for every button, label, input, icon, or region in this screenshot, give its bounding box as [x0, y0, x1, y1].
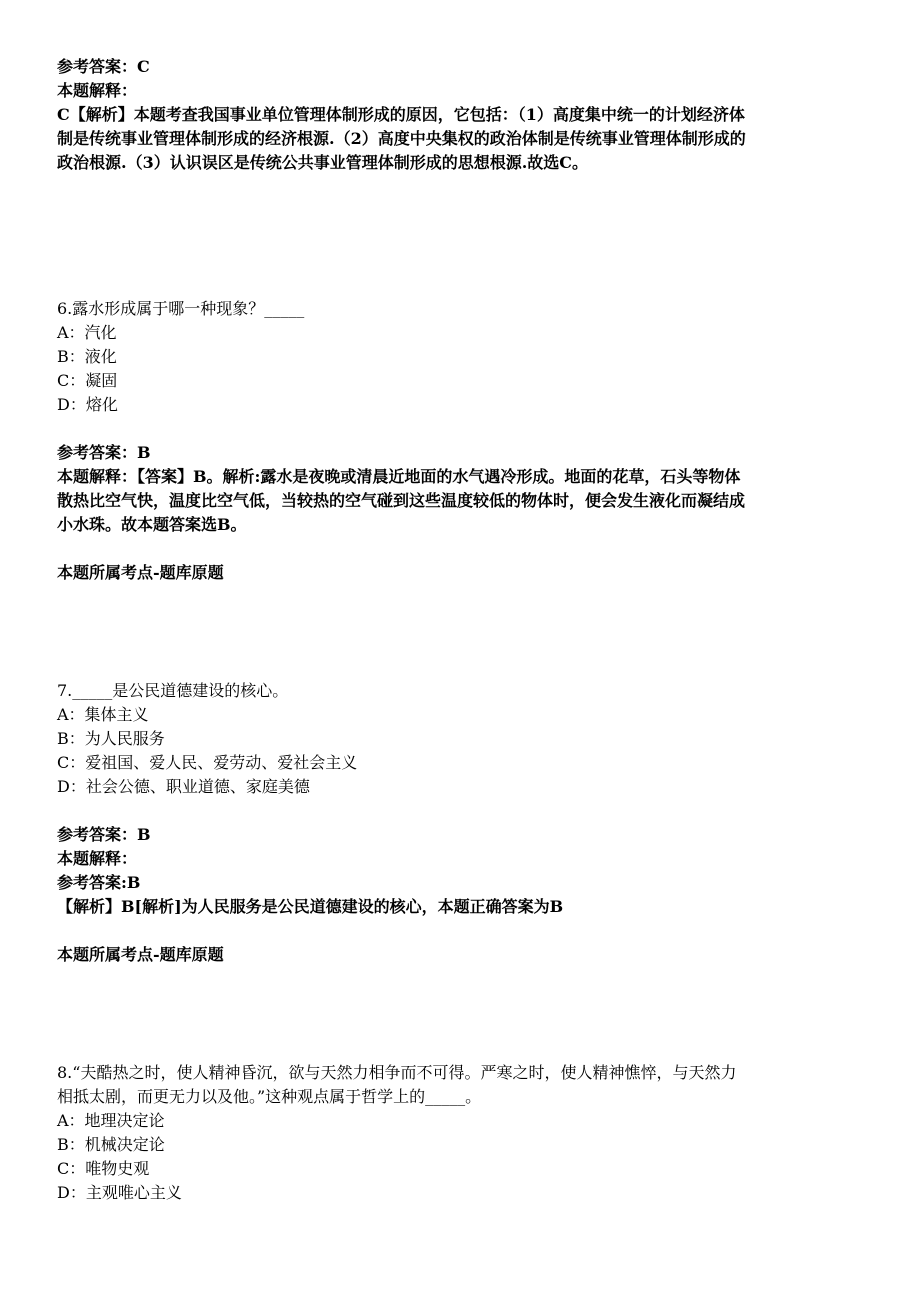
q5-explain-heading: 本题解释：	[57, 81, 138, 100]
q7-explain-heading: 本题解释：	[57, 849, 138, 868]
spacer	[57, 967, 865, 1061]
q7-question: 7._____是公民道德建设的核心。	[57, 681, 289, 700]
q7-answer-2: 参考答案:B	[57, 873, 141, 892]
q5-explain-line-3: 政治根源.（3）认识误区是传统公共事业管理体制形成的思想根源.故选C。	[57, 153, 589, 172]
q7-topic-tag: 本题所属考点-题库原题	[57, 945, 224, 964]
q6-option-b: B：液化	[57, 347, 117, 366]
document-page	[57, 55, 865, 1205]
spacer	[57, 585, 865, 679]
q7-answer: 参考答案：B	[57, 825, 151, 844]
q7-option-d: D：社会公德、职业道德、家庭美德	[57, 777, 310, 796]
q8-option-a: A：地理决定论	[57, 1111, 165, 1130]
q6-explain-line-2: 散热比空气快，温度比空气低，当较热的空气碰到这些温度较低的物体时，便会发生液化而凝结成	[57, 491, 746, 510]
q6-answer: 参考答案：B	[57, 443, 151, 462]
q6-explain-line-1: 本题解释：【答案】B。解析:露水是夜晚或清晨近地面的水气遇冷形成。地面的花草，石头等物体	[57, 467, 741, 486]
q6-question: 6.露水形成属于哪一种现象？_____	[57, 299, 305, 318]
q5-explain-line-1: C【解析】本题考查我国事业单位管理体制形成的原因，它包括：（1）高度集中统一的计划经济体	[57, 105, 745, 124]
q8-option-d: D：主观唯心主义	[57, 1183, 182, 1202]
q6-topic-tag: 本题所属考点-题库原题	[57, 563, 224, 582]
spacer	[57, 175, 865, 271]
question-8-block	[57, 1061, 865, 1205]
q8-question-line-1: 8.“夫酷热之时，使人精神昏沉，欲与天然力相争而不可得。严寒之时，使人精神憔悴，与天然力	[57, 1063, 737, 1082]
q7-option-c: C：爱祖国、爱人民、爱劳动、爱社会主义	[57, 753, 358, 772]
q6-option-a: A：汽化	[57, 323, 117, 342]
q6-explain-line-3: 小水珠。故本题答案选B。	[57, 515, 247, 534]
q6-option-d: D：熔化	[57, 395, 118, 414]
q5-explain-line-2: 制是传统事业管理体制形成的经济根源.（2）高度中央集权的政治体制是传统事业管理体制形成的	[57, 129, 746, 148]
q6-option-c: C：凝固	[57, 371, 118, 390]
q5-answer: 参考答案：C	[57, 57, 150, 76]
q8-question-line-2: 相抵太剧，而更无力以及他。”这种观点属于哲学上的_____。	[57, 1087, 482, 1106]
q7-explain-line: 【解析】B[解析]为人民服务是公民道德建设的核心，本题正确答案为B	[57, 897, 564, 916]
question-5-block	[57, 55, 865, 175]
question-6-block	[57, 297, 865, 585]
q8-option-c: C：唯物史观	[57, 1159, 150, 1178]
q7-option-b: B：为人民服务	[57, 729, 165, 748]
q8-option-b: B：机械决定论	[57, 1135, 165, 1154]
q7-option-a: A：集体主义	[57, 705, 149, 724]
question-7-block	[57, 679, 865, 967]
